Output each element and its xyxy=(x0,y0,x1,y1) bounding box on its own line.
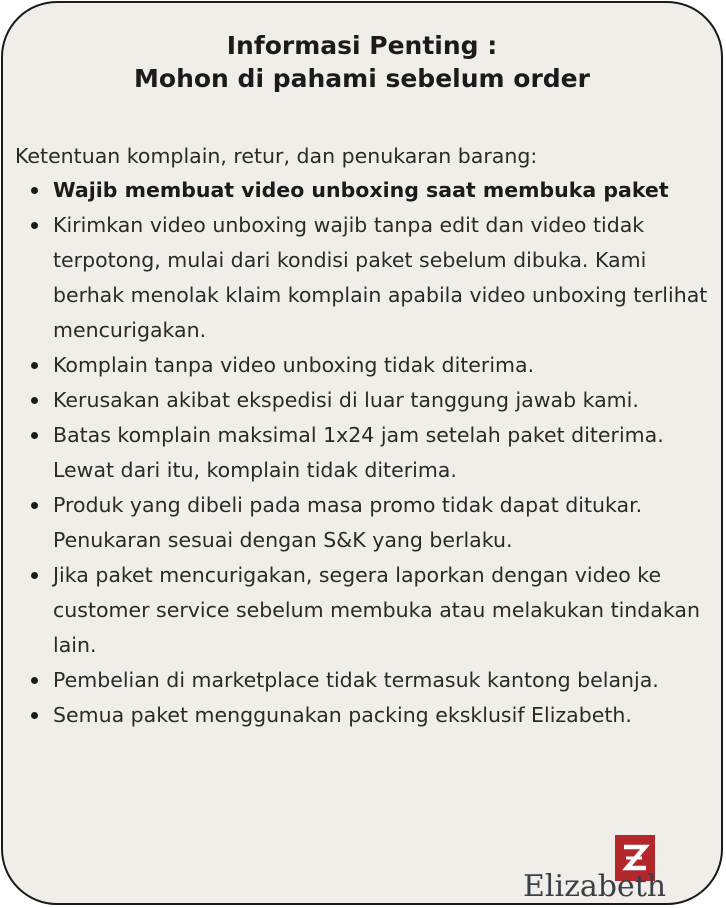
rule-item-promo xyxy=(31,488,711,558)
rule-item-video-unedited xyxy=(31,208,711,348)
bullet-icon xyxy=(31,572,38,579)
bullet-icon xyxy=(31,362,38,369)
rule-item-time-limit xyxy=(31,418,711,488)
bullet-icon xyxy=(31,397,38,404)
rule-text: Jika paket mencurigakan, segera laporkan dengan video ke customer service sebelum membuka atau melakukan tindakan lain. xyxy=(53,563,700,657)
rule-text: Produk yang dibeli pada masa promo tidak dapat ditukar. Penukaran sesuai dengan S&K yang berlaku. xyxy=(53,493,643,552)
rule-item-suspicious-package xyxy=(31,558,711,663)
rule-text: Wajib membuat video unboxing saat membuka paket xyxy=(53,178,669,202)
rule-text: Kirimkan video unboxing wajib tanpa edit dan video tidak terpotong, mulai dari kondisi paket sebelum dibuka. Kami berhak menolak klaim komplain apabila video unboxing terlihat mencurigakan. xyxy=(53,213,708,342)
rule-item-expedition-damage xyxy=(31,383,711,418)
rule-text: Pembelian di marketplace tidak termasuk kantong belanja. xyxy=(53,668,659,692)
info-card xyxy=(1,1,723,905)
rule-text: Kerusakan akibat ekspedisi di luar tanggung jawab kami. xyxy=(53,388,639,412)
bullet-icon xyxy=(31,432,38,439)
page-title xyxy=(3,29,721,95)
rule-item-marketplace-bag xyxy=(31,663,711,698)
bullet-icon xyxy=(31,677,38,684)
bullet-icon xyxy=(31,502,38,509)
rule-text: Batas komplain maksimal 1x24 jam setelah paket diterima. Lewat dari itu, komplain tidak diterima. xyxy=(53,423,664,482)
bullet-icon xyxy=(31,187,38,194)
intro-text: Ketentuan komplain, retur, dan penukaran barang: xyxy=(15,144,538,168)
title-line-2: Mohon di pahami sebelum order xyxy=(134,64,590,93)
rule-text: Komplain tanpa video unboxing tidak diterima. xyxy=(53,353,535,377)
bullet-icon xyxy=(31,712,38,719)
rule-text: Semua paket menggunakan packing eksklusif Elizabeth. xyxy=(53,703,632,727)
brand-logo-text: Elizabeth xyxy=(523,869,667,904)
rules-list xyxy=(31,173,711,733)
bullet-icon xyxy=(31,222,38,229)
rule-item-unboxing-required xyxy=(31,173,711,208)
rule-item-exclusive-packing xyxy=(31,698,711,733)
rule-item-no-video xyxy=(31,348,711,383)
title-line-1: Informasi Penting : xyxy=(226,31,498,60)
